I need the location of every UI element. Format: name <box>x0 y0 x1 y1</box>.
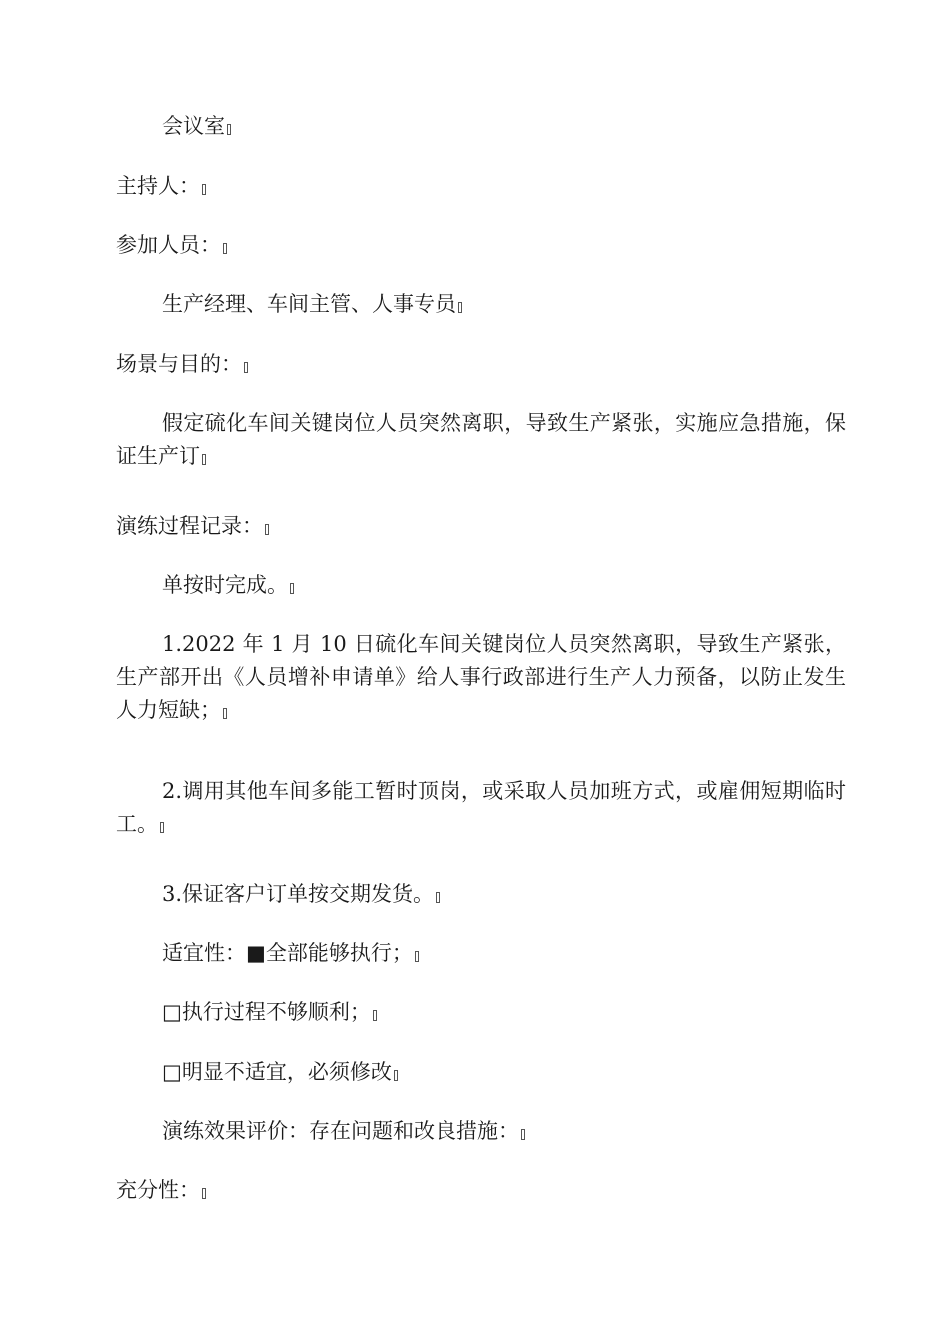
suitability-option2-line <box>162 996 846 1029</box>
paragraph-mark-icon <box>202 184 206 195</box>
evaluation-label: 演练效果评价：存在问题和改良措施： <box>162 1119 519 1143</box>
venue-value: 会议室 <box>162 114 225 138</box>
evaluation-line <box>162 1115 846 1148</box>
paragraph-mark-icon <box>227 124 231 135</box>
participants-value: 生产经理、车间主管、人事专员 <box>162 292 456 316</box>
participants-label: 参加人员： <box>116 233 221 257</box>
paragraph-mark-icon <box>265 524 269 535</box>
participants-line <box>116 229 846 262</box>
suitability-option-not-smooth: □执行过程不够顺利； <box>162 1000 371 1024</box>
scenario-paragraph <box>116 407 846 473</box>
adequacy-line <box>116 1174 846 1207</box>
paragraph-mark-icon <box>415 951 419 962</box>
paragraph-mark-icon <box>244 362 248 373</box>
paragraph-mark-icon <box>223 708 227 719</box>
scenario-label: 场景与目的： <box>116 352 242 376</box>
process-continuation: 单按时完成。 <box>162 573 288 597</box>
step1-paragraph <box>116 628 846 727</box>
paragraph-mark-icon <box>521 1129 525 1140</box>
process-line <box>116 510 846 543</box>
host-line <box>116 170 846 203</box>
paragraph-mark-icon <box>458 302 462 313</box>
paragraph-mark-icon <box>394 1070 398 1081</box>
suitability-option3-line <box>162 1056 846 1089</box>
suitability-option-full: ■全部能够执行； <box>246 941 413 965</box>
step2-text: 2.调用其他车间多能工暂时顶岗，或采取人员加班方式，或雇佣短期临时工。 <box>116 779 846 836</box>
paragraph-mark-icon <box>223 243 227 254</box>
host-label: 主持人： <box>116 174 200 198</box>
step2-paragraph <box>116 775 846 841</box>
paragraph-mark-icon <box>160 822 164 833</box>
scenario-text: 假定硫化车间关键岗位人员突然离职，导致生产紧张，实施应急措施，保证生产订 <box>116 411 846 468</box>
suitability-line <box>162 937 846 970</box>
process-continuation-line <box>162 569 846 602</box>
scenario-line <box>116 348 846 381</box>
suitability-option-unsuitable: □明显不适宜，必须修改 <box>162 1060 392 1084</box>
step3-text: 3.保证客户订单按交期发货。 <box>162 882 435 906</box>
step1-text: 1.2022 年 1 月 10 日硫化车间关键岗位人员突然离职，导致生产紧张，生产部开出《人员增补申请单》给人事行政部进行生产人力预备，以防止发生人力短缺； <box>116 632 846 722</box>
paragraph-mark-icon <box>202 454 206 465</box>
step3-line <box>162 878 846 911</box>
venue-line <box>162 110 846 143</box>
suitability-label: 适宜性： <box>162 941 246 965</box>
paragraph-mark-icon <box>290 583 294 594</box>
process-label: 演练过程记录： <box>116 514 263 538</box>
paragraph-mark-icon <box>202 1188 206 1199</box>
paragraph-mark-icon <box>436 892 440 903</box>
participants-value-line <box>162 288 846 321</box>
adequacy-label: 充分性： <box>116 1178 200 1202</box>
paragraph-mark-icon <box>373 1010 377 1021</box>
